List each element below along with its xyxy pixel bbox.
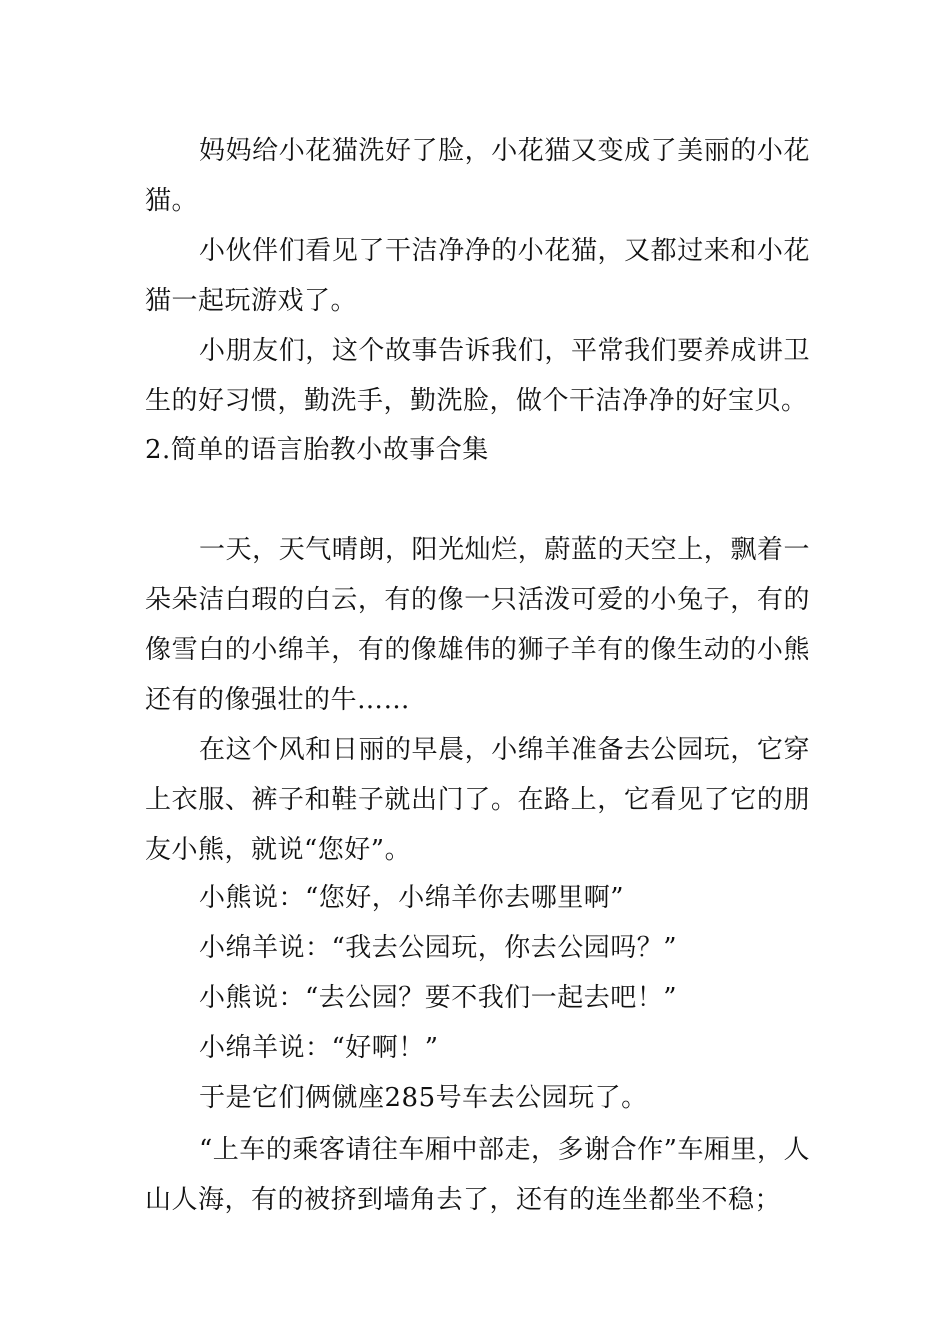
dialogue-line: 小熊说：“去公园？要不我们一起去吧！” [199,983,678,1013]
dialogue-line: 小绵羊说：“我去公园玩，你去公园吗？” [199,933,678,963]
paragraph-bus-crowd: “上车的乘客请往车厢中部走，多谢合作”车厢里，人山人海，有的被挤到墙角去了，还有的连坐都坐不稳； [145,1135,810,1215]
paragraph-sky-clouds: 一天，天气晴朗，阳光灿烂，蔚蓝的天空上，飘着一朵朵洁白瑕的白云，有的像一只活泼可爱的小兔子，有的像雪白的小绵羊，有的像雄伟的狮子羊有的像生动的小熊还有的像强壮的牛…… [145,535,810,715]
paragraph-moral: 小朋友们，这个故事告诉我们，平常我们要养成讲卫生的好习惯，勤洗手，勤洗脸，做个干洁净净的好宝贝。 [145,336,810,416]
section-heading: 2.简单的语言胎教小故事合集 [145,435,489,465]
dialogue-line: 小绵羊说：“好啊！” [199,1033,439,1063]
paragraph-lamb-goes-out: 在这个风和日丽的早晨，小绵羊准备去公园玩，它穿上衣服、裤子和鞋子就出门了。在路上，它看见了它的朋友小熊，就说“您好”。 [145,735,810,865]
dialogue-line: 小熊说：“您好，小绵羊你去哪里啊” [199,883,625,913]
paragraph-cat-washed: 妈妈给小花猫洗好了脸，小花猫又变成了美丽的小花猫。 [145,136,810,216]
paragraph-friends-play: 小伙伴们看见了干洁净净的小花猫，又都过来和小花猫一起玩游戏了。 [145,236,810,316]
narration-line: 于是它们俩僦座285号车去公园玩了。 [199,1083,648,1113]
